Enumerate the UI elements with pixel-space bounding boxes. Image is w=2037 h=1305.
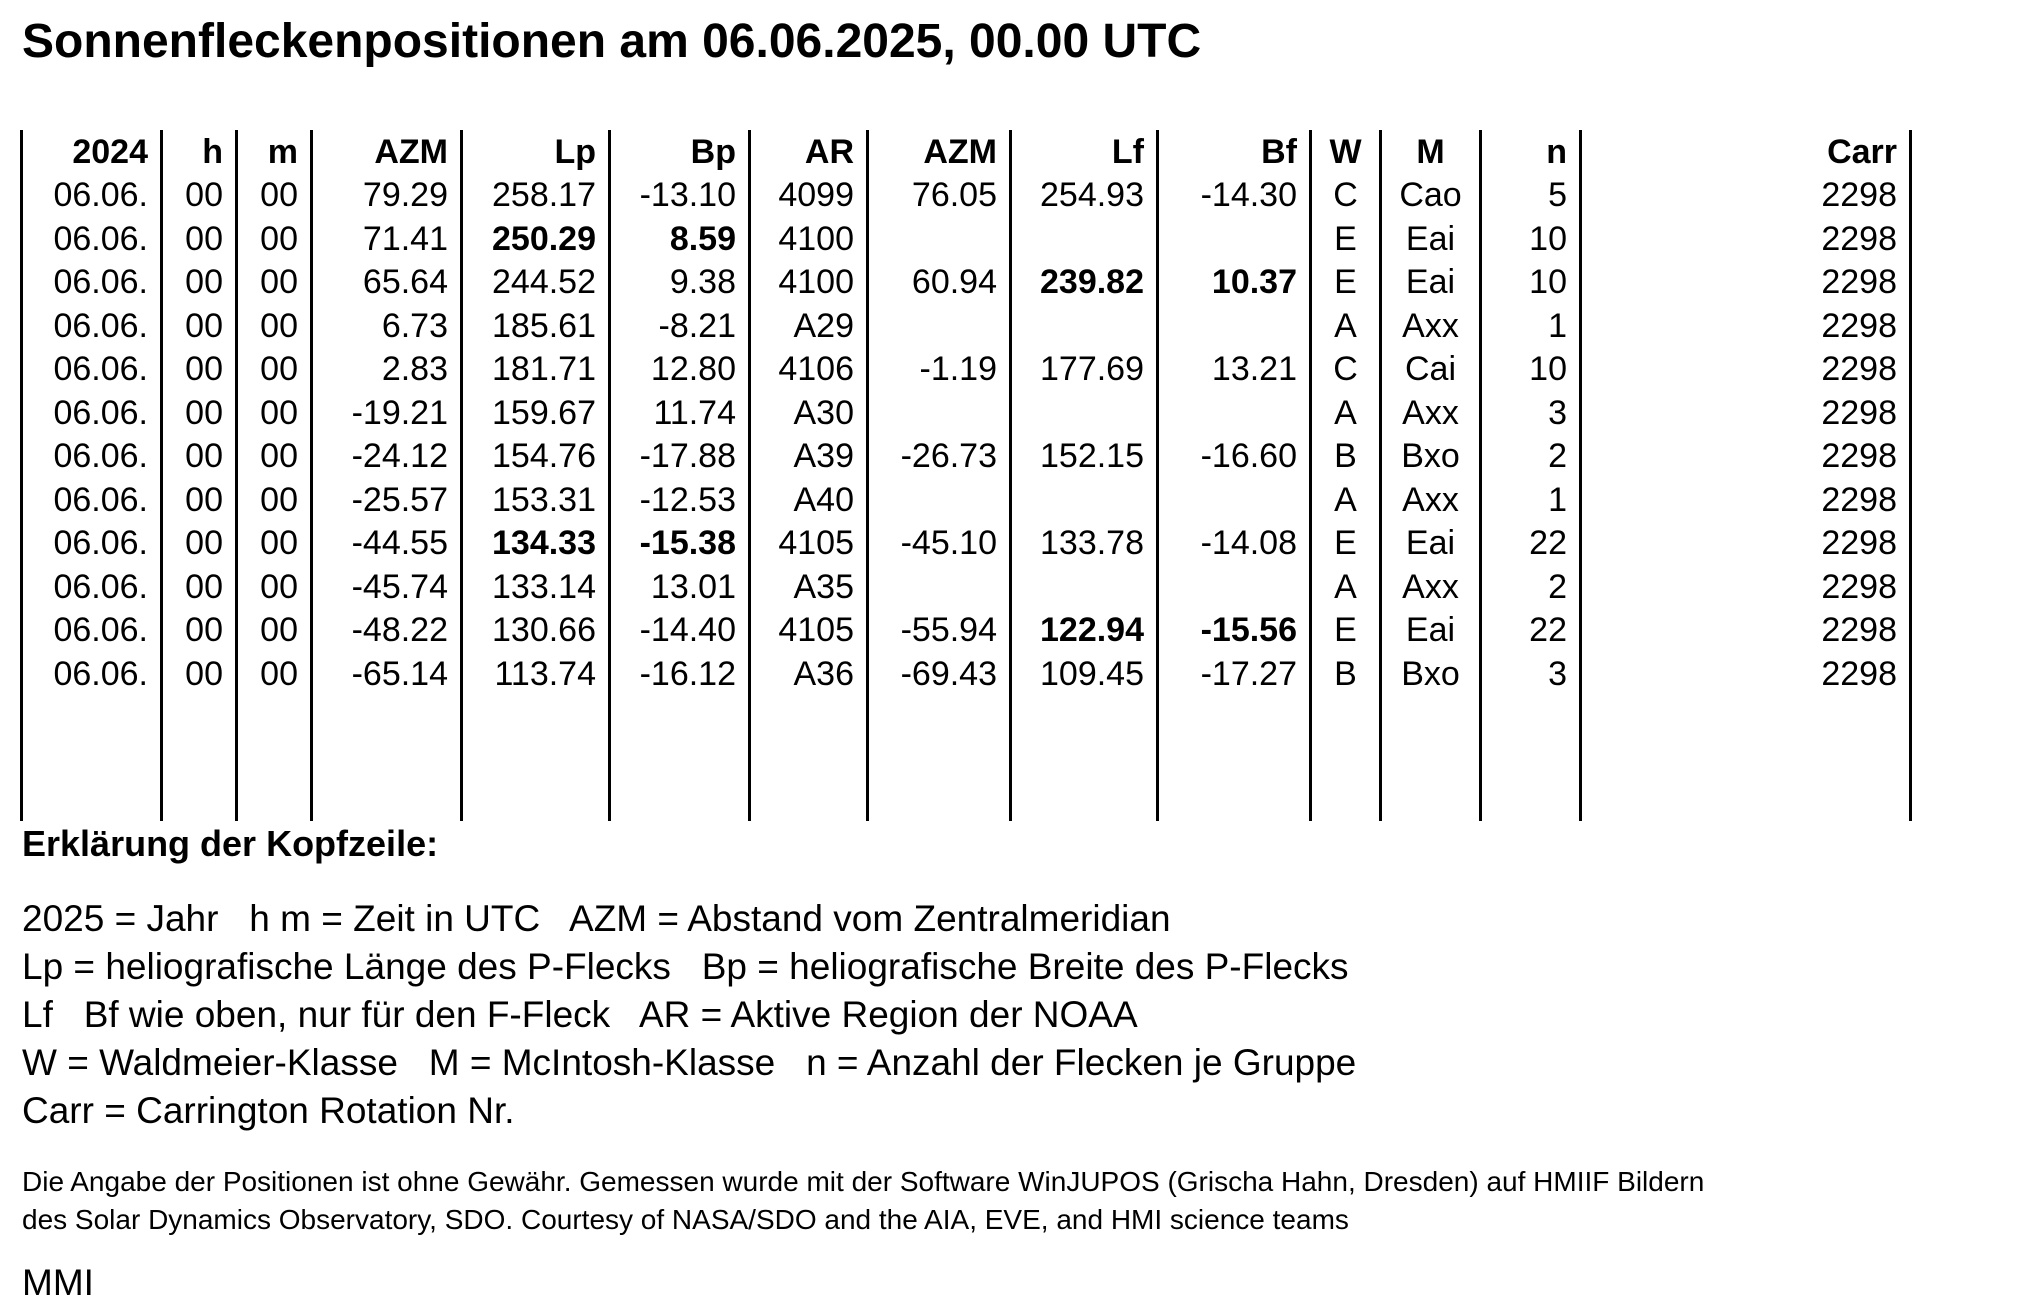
cell-hour: 00 xyxy=(162,261,237,305)
cell-carrington: 2298 xyxy=(1581,261,1911,305)
filler-cell xyxy=(312,696,462,821)
cell-lf: 133.78 xyxy=(1011,522,1158,566)
cell-lf xyxy=(1011,479,1158,523)
cell-date: 06.06. xyxy=(22,261,162,305)
cell-lf xyxy=(1011,218,1158,262)
legend-line: W = Waldmeier-Klasse M = McIntosh-Klasse n = Anzahl der Flecken je Gruppe xyxy=(22,1042,1357,1083)
cell-azm-p: -44.55 xyxy=(312,522,462,566)
cell-bf: -16.60 xyxy=(1158,435,1311,479)
cell-azm-f: 76.05 xyxy=(868,174,1011,218)
disclaimer-line: des Solar Dynamics Observatory, SDO. Courtesy of NASA/SDO and the AIA, EVE, and HMI science teams xyxy=(22,1204,1349,1235)
cell-bf xyxy=(1158,305,1311,349)
cell-bp: -16.12 xyxy=(610,653,750,697)
filler-cell xyxy=(1381,696,1481,821)
cell-waldmeier: A xyxy=(1311,566,1381,610)
cell-mcintosh: Eai xyxy=(1381,261,1481,305)
cell-mcintosh: Axx xyxy=(1381,305,1481,349)
explanation-heading: Erklärung der Kopfzeile: xyxy=(22,823,439,864)
cell-date: 06.06. xyxy=(22,653,162,697)
cell-count: 1 xyxy=(1481,479,1581,523)
cell-azm-f: -45.10 xyxy=(868,522,1011,566)
page-title: Sonnenfleckenpositionen am 06.06.2025, 00.00 UTC xyxy=(22,15,1202,68)
cell-lf xyxy=(1011,566,1158,610)
cell-lf: 177.69 xyxy=(1011,348,1158,392)
cell-minute: 00 xyxy=(237,435,312,479)
cell-count: 3 xyxy=(1481,653,1581,697)
cell-ar: A36 xyxy=(750,653,868,697)
column-header-azm-p: AZM xyxy=(312,130,462,174)
cell-waldmeier: B xyxy=(1311,653,1381,697)
cell-mcintosh: Axx xyxy=(1381,392,1481,436)
table-filler-row xyxy=(22,696,1911,821)
disclaimer xyxy=(22,1163,1704,1239)
cell-minute: 00 xyxy=(237,653,312,697)
cell-ar: A40 xyxy=(750,479,868,523)
cell-ar: A29 xyxy=(750,305,868,349)
table-row xyxy=(22,653,1911,697)
cell-mcintosh: Eai xyxy=(1381,609,1481,653)
cell-waldmeier: C xyxy=(1311,348,1381,392)
cell-azm-f: -1.19 xyxy=(868,348,1011,392)
column-header-hour: h xyxy=(162,130,237,174)
cell-minute: 00 xyxy=(237,174,312,218)
cell-date: 06.06. xyxy=(22,392,162,436)
cell-count: 1 xyxy=(1481,305,1581,349)
cell-count: 3 xyxy=(1481,392,1581,436)
filler-cell xyxy=(868,696,1011,821)
cell-waldmeier: E xyxy=(1311,218,1381,262)
explanation-legend xyxy=(22,895,1356,1135)
filler-cell xyxy=(610,696,750,821)
cell-minute: 00 xyxy=(237,348,312,392)
cell-lf xyxy=(1011,305,1158,349)
legend-line: Lf Bf wie oben, nur für den F-Fleck AR = Aktive Region der NOAA xyxy=(22,994,1138,1035)
column-header-bp: Bp xyxy=(610,130,750,174)
column-header-count: n xyxy=(1481,130,1581,174)
cell-azm-f xyxy=(868,305,1011,349)
cell-waldmeier: A xyxy=(1311,392,1381,436)
disclaimer-line: Die Angabe der Positionen ist ohne Gewähr. Gemessen wurde mit der Software WinJUPOS (Grischa Hahn, Dresden) auf HMIIF Bildern xyxy=(22,1166,1705,1197)
cell-lp: 250.29 xyxy=(462,218,610,262)
cell-bf xyxy=(1158,566,1311,610)
cell-bf: -17.27 xyxy=(1158,653,1311,697)
cell-ar: 4106 xyxy=(750,348,868,392)
cell-lp: 258.17 xyxy=(462,174,610,218)
cell-count: 10 xyxy=(1481,261,1581,305)
cell-minute: 00 xyxy=(237,479,312,523)
cell-hour: 00 xyxy=(162,479,237,523)
cell-bf: -15.56 xyxy=(1158,609,1311,653)
cell-bp: -15.38 xyxy=(610,522,750,566)
cell-minute: 00 xyxy=(237,218,312,262)
cell-carrington: 2298 xyxy=(1581,479,1911,523)
cell-hour: 00 xyxy=(162,174,237,218)
cell-carrington: 2298 xyxy=(1581,392,1911,436)
table-row xyxy=(22,392,1911,436)
cell-waldmeier: E xyxy=(1311,522,1381,566)
table-row xyxy=(22,305,1911,349)
cell-count: 2 xyxy=(1481,435,1581,479)
cell-azm-p: -25.57 xyxy=(312,479,462,523)
cell-azm-f xyxy=(868,479,1011,523)
filler-cell xyxy=(1481,696,1581,821)
cell-bf xyxy=(1158,392,1311,436)
cell-minute: 00 xyxy=(237,566,312,610)
table-body xyxy=(22,174,1911,821)
cell-azm-p: 6.73 xyxy=(312,305,462,349)
cell-carrington: 2298 xyxy=(1581,522,1911,566)
cell-ar: 4100 xyxy=(750,261,868,305)
cell-hour: 00 xyxy=(162,305,237,349)
cell-date: 06.06. xyxy=(22,479,162,523)
cell-lp: 154.76 xyxy=(462,435,610,479)
cell-date: 06.06. xyxy=(22,566,162,610)
cell-bf: 10.37 xyxy=(1158,261,1311,305)
cell-waldmeier: A xyxy=(1311,305,1381,349)
table-row xyxy=(22,609,1911,653)
cell-bp: 13.01 xyxy=(610,566,750,610)
cell-carrington: 2298 xyxy=(1581,609,1911,653)
filler-cell xyxy=(1311,696,1381,821)
cell-date: 06.06. xyxy=(22,348,162,392)
table-row xyxy=(22,479,1911,523)
cell-lp: 113.74 xyxy=(462,653,610,697)
cell-azm-p: -24.12 xyxy=(312,435,462,479)
cell-azm-f xyxy=(868,392,1011,436)
filler-cell xyxy=(22,696,162,821)
cell-bf xyxy=(1158,218,1311,262)
cell-bp: -14.40 xyxy=(610,609,750,653)
cell-bp: -12.53 xyxy=(610,479,750,523)
cell-date: 06.06. xyxy=(22,174,162,218)
cell-mcintosh: Axx xyxy=(1381,479,1481,523)
cell-carrington: 2298 xyxy=(1581,566,1911,610)
cell-ar: A35 xyxy=(750,566,868,610)
cell-bp: 12.80 xyxy=(610,348,750,392)
author-signature: MMI xyxy=(22,1262,94,1303)
cell-mcintosh: Bxo xyxy=(1381,435,1481,479)
table-row xyxy=(22,261,1911,305)
column-header-bf: Bf xyxy=(1158,130,1311,174)
cell-mcintosh: Cao xyxy=(1381,174,1481,218)
legend-line: Carr = Carrington Rotation Nr. xyxy=(22,1090,515,1131)
cell-waldmeier: A xyxy=(1311,479,1381,523)
table-row xyxy=(22,435,1911,479)
cell-azm-f: 60.94 xyxy=(868,261,1011,305)
cell-bp: 11.74 xyxy=(610,392,750,436)
cell-azm-p: 2.83 xyxy=(312,348,462,392)
table-header-row xyxy=(22,130,1911,174)
column-header-ar: AR xyxy=(750,130,868,174)
legend-line: Lp = heliografische Länge des P-Flecks Bp = heliografische Breite des P-Flecks xyxy=(22,946,1349,987)
cell-azm-p: -45.74 xyxy=(312,566,462,610)
cell-date: 06.06. xyxy=(22,305,162,349)
cell-lf: 109.45 xyxy=(1011,653,1158,697)
cell-azm-p: 71.41 xyxy=(312,218,462,262)
cell-waldmeier: E xyxy=(1311,609,1381,653)
cell-azm-f xyxy=(868,218,1011,262)
cell-date: 06.06. xyxy=(22,435,162,479)
column-header-lf: Lf xyxy=(1011,130,1158,174)
filler-cell xyxy=(237,696,312,821)
cell-hour: 00 xyxy=(162,653,237,697)
cell-carrington: 2298 xyxy=(1581,348,1911,392)
cell-azm-p: -65.14 xyxy=(312,653,462,697)
cell-hour: 00 xyxy=(162,522,237,566)
cell-waldmeier: E xyxy=(1311,261,1381,305)
cell-lp: 133.14 xyxy=(462,566,610,610)
cell-waldmeier: B xyxy=(1311,435,1381,479)
cell-ar: 4099 xyxy=(750,174,868,218)
cell-minute: 00 xyxy=(237,261,312,305)
cell-minute: 00 xyxy=(237,392,312,436)
cell-azm-p: 79.29 xyxy=(312,174,462,218)
cell-bp: -8.21 xyxy=(610,305,750,349)
cell-ar: 4105 xyxy=(750,522,868,566)
cell-count: 22 xyxy=(1481,609,1581,653)
cell-lp: 185.61 xyxy=(462,305,610,349)
cell-hour: 00 xyxy=(162,566,237,610)
filler-cell xyxy=(162,696,237,821)
cell-ar: A39 xyxy=(750,435,868,479)
cell-count: 2 xyxy=(1481,566,1581,610)
cell-hour: 00 xyxy=(162,348,237,392)
cell-minute: 00 xyxy=(237,305,312,349)
cell-bf xyxy=(1158,479,1311,523)
cell-mcintosh: Bxo xyxy=(1381,653,1481,697)
cell-azm-p: 65.64 xyxy=(312,261,462,305)
cell-minute: 00 xyxy=(237,609,312,653)
cell-lp: 244.52 xyxy=(462,261,610,305)
cell-carrington: 2298 xyxy=(1581,305,1911,349)
cell-lp: 134.33 xyxy=(462,522,610,566)
table-row xyxy=(22,522,1911,566)
cell-bp: -17.88 xyxy=(610,435,750,479)
cell-lp: 159.67 xyxy=(462,392,610,436)
cell-ar: 4100 xyxy=(750,218,868,262)
cell-lf xyxy=(1011,392,1158,436)
column-header-minute: m xyxy=(237,130,312,174)
cell-bf: -14.30 xyxy=(1158,174,1311,218)
column-header-azm-f: AZM xyxy=(868,130,1011,174)
cell-hour: 00 xyxy=(162,609,237,653)
filler-cell xyxy=(750,696,868,821)
column-header-date: 2024 xyxy=(22,130,162,174)
cell-lp: 181.71 xyxy=(462,348,610,392)
cell-azm-f: -69.43 xyxy=(868,653,1011,697)
filler-cell xyxy=(462,696,610,821)
cell-mcintosh: Eai xyxy=(1381,218,1481,262)
table-row xyxy=(22,566,1911,610)
cell-count: 10 xyxy=(1481,348,1581,392)
table-row xyxy=(22,348,1911,392)
cell-mcintosh: Axx xyxy=(1381,566,1481,610)
cell-ar: 4105 xyxy=(750,609,868,653)
cell-lf: 239.82 xyxy=(1011,261,1158,305)
cell-carrington: 2298 xyxy=(1581,435,1911,479)
cell-carrington: 2298 xyxy=(1581,174,1911,218)
cell-lp: 130.66 xyxy=(462,609,610,653)
table-row xyxy=(22,218,1911,262)
cell-hour: 00 xyxy=(162,435,237,479)
legend-line: 2025 = Jahr h m = Zeit in UTC AZM = Abstand vom Zentralmeridian xyxy=(22,898,1171,939)
cell-mcintosh: Eai xyxy=(1381,522,1481,566)
cell-azm-f: -55.94 xyxy=(868,609,1011,653)
column-header-carrington: Carr xyxy=(1581,130,1911,174)
cell-lf: 122.94 xyxy=(1011,609,1158,653)
cell-lf: 254.93 xyxy=(1011,174,1158,218)
cell-ar: A30 xyxy=(750,392,868,436)
cell-bp: 9.38 xyxy=(610,261,750,305)
cell-carrington: 2298 xyxy=(1581,218,1911,262)
table-row xyxy=(22,174,1911,218)
filler-cell xyxy=(1581,696,1911,821)
cell-bp: -13.10 xyxy=(610,174,750,218)
cell-bp: 8.59 xyxy=(610,218,750,262)
cell-mcintosh: Cai xyxy=(1381,348,1481,392)
cell-azm-f: -26.73 xyxy=(868,435,1011,479)
cell-date: 06.06. xyxy=(22,609,162,653)
cell-carrington: 2298 xyxy=(1581,653,1911,697)
cell-lf: 152.15 xyxy=(1011,435,1158,479)
sunspot-table-container xyxy=(20,130,1912,821)
cell-date: 06.06. xyxy=(22,522,162,566)
filler-cell xyxy=(1011,696,1158,821)
cell-date: 06.06. xyxy=(22,218,162,262)
cell-minute: 00 xyxy=(237,522,312,566)
cell-hour: 00 xyxy=(162,392,237,436)
column-header-lp: Lp xyxy=(462,130,610,174)
cell-count: 10 xyxy=(1481,218,1581,262)
cell-lp: 153.31 xyxy=(462,479,610,523)
cell-count: 5 xyxy=(1481,174,1581,218)
column-header-waldmeier: W xyxy=(1311,130,1381,174)
cell-count: 22 xyxy=(1481,522,1581,566)
cell-waldmeier: C xyxy=(1311,174,1381,218)
cell-azm-p: -48.22 xyxy=(312,609,462,653)
cell-azm-p: -19.21 xyxy=(312,392,462,436)
cell-azm-f xyxy=(868,566,1011,610)
sunspot-table xyxy=(20,130,1912,821)
cell-bf: -14.08 xyxy=(1158,522,1311,566)
cell-bf: 13.21 xyxy=(1158,348,1311,392)
column-header-mcintosh: M xyxy=(1381,130,1481,174)
cell-hour: 00 xyxy=(162,218,237,262)
filler-cell xyxy=(1158,696,1311,821)
